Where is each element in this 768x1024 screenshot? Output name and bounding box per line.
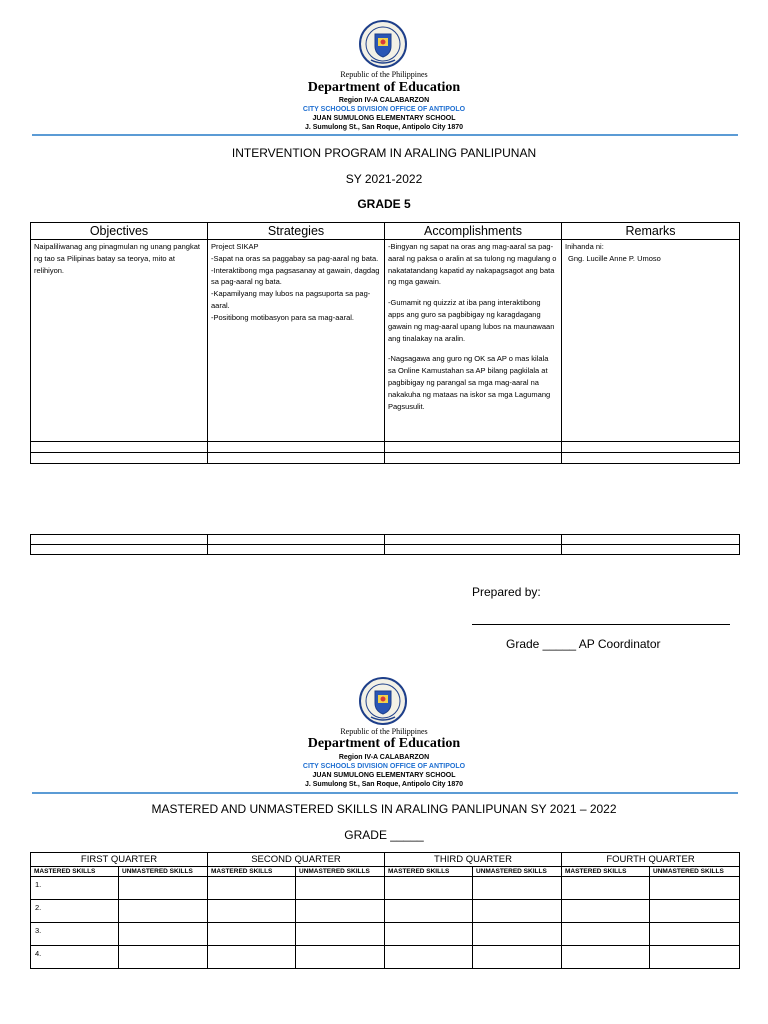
mastered-skills-header: MASTERED SKILLS <box>385 867 473 877</box>
school-name: JUAN SUMULONG ELEMENTARY SCHOOL <box>312 772 456 779</box>
mastered-skills-header: MASTERED SKILLS <box>31 867 119 877</box>
unmastered-skills-header: UNMASTERED SKILLS <box>296 867 385 877</box>
school-address: J. Sumulong St., San Roque, Antipolo City 1870 <box>304 124 464 131</box>
school-year: SY 2021-2022 <box>345 172 423 186</box>
remarks-cell: Inihanda ni: Gng. Lucille Anne P. Umoso <box>562 240 740 442</box>
unmastered-skills-header: UNMASTERED SKILLS <box>650 867 740 877</box>
strategies-cell: Project SIKAP -Sapat na oras sa paggabay sa pag-aaral ng bata. -Interaktibong mga pagsasanay at gawain, dagdag sa pag-aaral ng bata. -Kapamilyang may lubos na pagsuporta sa pag-aaral. -Positibong motibasyon para sa mag-aaral. <box>208 240 385 442</box>
intervention-table <box>30 222 740 464</box>
table-row <box>31 877 740 900</box>
republic-label: Republic of the Philippines <box>340 70 428 79</box>
second-quarter-header: SECOND QUARTER <box>208 853 385 867</box>
unmastered-skills-header: UNMASTERED SKILLS <box>473 867 562 877</box>
col-remarks: Remarks <box>562 223 740 240</box>
accomplishments-cell: -Bingyan ng sapat na oras ang mag-aaral sa pag-aaral ng paksa o aralin at sa tulong ng magulang o nakatatandang kapatid ay nakapagsagot ang bata ng mga gawain. -Gumamit ng quizziz at iba pang interaktibong apps ang guro sa pagbibigay ng karagdagang gawain ng mag-aaral upang lubos na maunawaan ang tinalakay na aralin. -Nagsagawa ang guro ng OK sa AP o mas kilala sa Online Kamustahan sa AP bilang pagkilala at pagbibigay ng parangal sa mga mag-aaral na nakakuha ng mataas na iskor sa mga Lagumang Pagsusulit. <box>385 240 562 442</box>
col-objectives: Objectives <box>31 223 208 240</box>
col-strategies: Strategies <box>208 223 385 240</box>
blank-table <box>30 534 740 555</box>
grade-label: GRADE 5 <box>357 197 411 211</box>
row-number: 1. <box>31 877 119 900</box>
skills-table <box>30 852 740 969</box>
table-row <box>31 545 208 555</box>
third-quarter-header: THIRD QUARTER <box>385 853 562 867</box>
mastered-skills-header: MASTERED SKILLS <box>208 867 296 877</box>
region-label: Region IV-A CALABARZON <box>338 97 430 104</box>
school-name: JUAN SUMULONG ELEMENTARY SCHOOL <box>312 115 456 122</box>
table-row <box>31 900 740 923</box>
program-title: INTERVENTION PROGRAM IN ARALING PANLIPUNAN <box>231 146 537 160</box>
region-label: Region IV-A CALABARZON <box>338 754 430 761</box>
col-accomplishments: Accomplishments <box>385 223 562 240</box>
header-divider <box>32 134 738 136</box>
table-row <box>31 535 208 545</box>
table-row <box>31 923 740 946</box>
skills-title: MASTERED AND UNMASTERED SKILLS IN ARALING PANLIPUNAN SY 2021 – 2022 <box>151 802 617 816</box>
row-number: 2. <box>31 900 119 923</box>
department-title: Department of Education <box>307 736 461 751</box>
school-address: J. Sumulong St., San Roque, Antipolo City 1870 <box>304 781 464 788</box>
deped-seal-icon <box>359 20 407 68</box>
division-label: CITY SCHOOLS DIVISION OFFICE OF ANTIPOLO <box>302 763 466 770</box>
coordinator-label: Grade _____ AP Coordinator <box>506 637 661 651</box>
deped-seal-icon <box>359 677 407 725</box>
table-row <box>31 442 208 453</box>
signature-line <box>472 624 730 625</box>
unmastered-skills-header: UNMASTERED SKILLS <box>119 867 208 877</box>
mastered-skills-header: MASTERED SKILLS <box>562 867 650 877</box>
first-quarter-header: FIRST QUARTER <box>31 853 208 867</box>
objectives-cell: Naipaliliwanag ang pinagmulan ng unang pangkat ng tao sa Pilipinas batay sa teorya, mito at relihiyon. <box>31 240 208 442</box>
republic-label: Republic of the Philippines <box>340 727 428 736</box>
row-number: 3. <box>31 923 119 946</box>
division-label: CITY SCHOOLS DIVISION OFFICE OF ANTIPOLO <box>302 106 466 113</box>
table-row <box>31 946 740 969</box>
table-row <box>31 453 208 464</box>
department-title: Department of Education <box>307 80 461 95</box>
prepared-by-label: Prepared by: <box>472 585 541 599</box>
header-divider <box>32 792 738 794</box>
row-number: 4. <box>31 946 119 969</box>
fourth-quarter-header: FOURTH QUARTER <box>562 853 740 867</box>
grade-blank-label: GRADE _____ <box>344 828 424 842</box>
